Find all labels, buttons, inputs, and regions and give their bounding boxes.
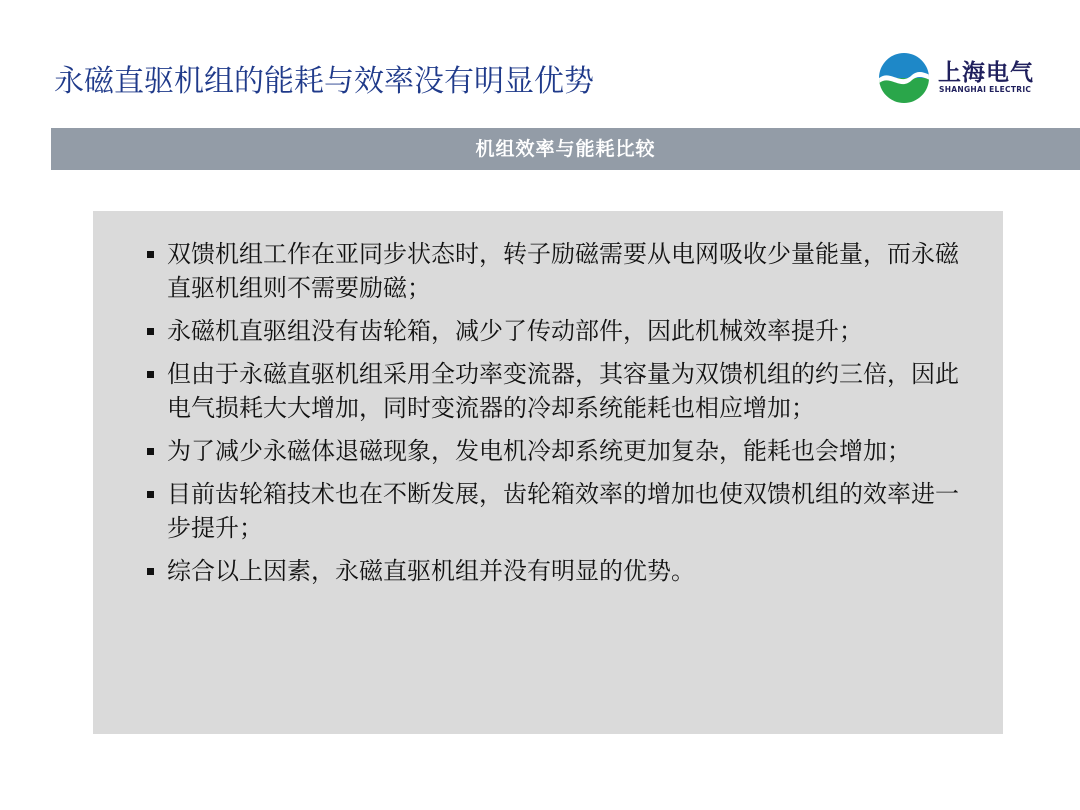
bullet-item: [143, 434, 963, 468]
bullet-list: [93, 211, 1003, 588]
bullet-text: 但由于永磁直驱机组采用全功率变流器，其容量为双馈机组的约三倍，因此电气损耗大大增加，同时变流器的冷却系统能耗也相应增加；: [167, 360, 959, 422]
bullet-item: [143, 237, 963, 305]
page-title: 永磁直驱机组的能耗与效率没有明显优势: [54, 64, 594, 99]
bullet-item: [143, 477, 963, 545]
square-bullet-icon: [147, 328, 154, 335]
content-box: [93, 211, 1003, 734]
bullet-item: [143, 554, 963, 588]
bullet-text: 综合以上因素，永磁直驱机组并没有明显的优势。: [167, 557, 695, 585]
bullet-text: 永磁机直驱组没有齿轮箱，减少了传动部件，因此机械效率提升；: [167, 317, 863, 345]
square-bullet-icon: [147, 491, 154, 498]
square-bullet-icon: [147, 448, 154, 455]
bullet-text: 目前齿轮箱技术也在不断发展，齿轮箱效率的增加也使双馈机组的效率进一步提升；: [167, 480, 959, 542]
bullet-text: 双馈机组工作在亚同步状态时，转子励磁需要从电网吸收少量能量，而永磁直驱机组则不需要励磁；: [167, 240, 959, 302]
square-bullet-icon: [147, 568, 154, 575]
square-bullet-icon: [147, 251, 154, 258]
shanghai-electric-logo-icon: [876, 52, 936, 104]
logo-chinese-text: 上海电气: [938, 60, 1034, 86]
logo-english-text: SHANGHAI ELECTRIC: [939, 85, 1032, 94]
bullet-item: [143, 314, 963, 348]
section-banner: [51, 128, 1080, 170]
bullet-item: [143, 357, 963, 425]
bullet-text: 为了减少永磁体退磁现象，发电机冷却系统更加复杂，能耗也会增加；: [167, 437, 911, 465]
section-header: 机组效率与能耗比较: [475, 138, 656, 160]
square-bullet-icon: [147, 371, 154, 378]
company-logo: [876, 52, 1056, 104]
